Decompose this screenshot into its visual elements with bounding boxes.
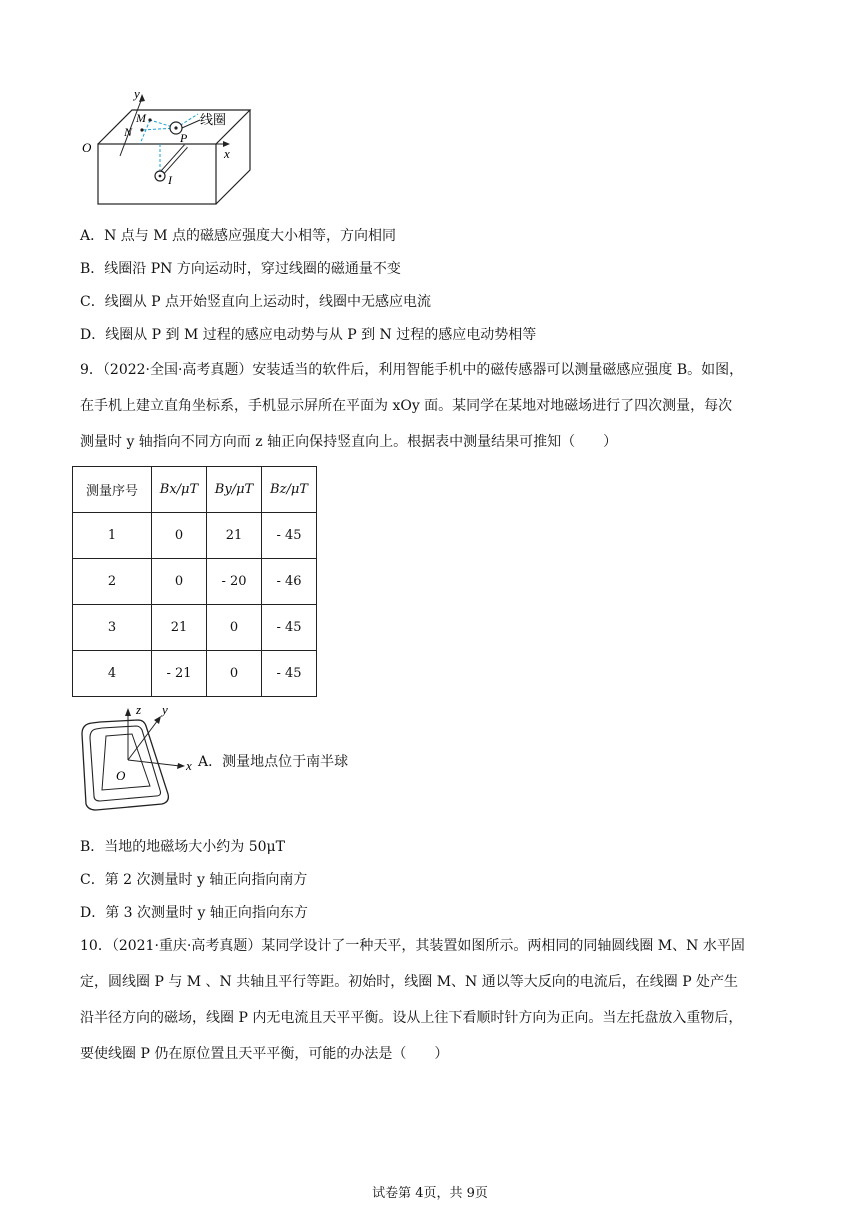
q10-stem-line1: 10．（2021·重庆·高考真题）某同学设计了一种天平，其装置如图所示。两相同的同轴圆线圈 M、N 水平固 [80,938,745,954]
table-header-cell: Bz/μT [262,467,317,513]
magnet-box-figure [80,84,270,210]
q9-option-c: C．第 2 次测量时 y 轴正向指向南方 [80,872,308,888]
point-p-label: P [180,131,188,145]
x-axis-label: x [186,758,192,773]
x-axis-label: x [224,146,230,161]
table-cell: - 46 [262,559,317,605]
table-header-row [73,467,317,513]
q9-option-d: D．第 3 次测量时 y 轴正向指向东方 [80,905,308,921]
current-label: I [168,173,172,187]
q10-stem-line2: 定，圆线圈 P 与 M 、N 共轴且平行等距。初始时，线圈 M、N 通以等大反向的电流后，在线圈 P 处产生 [80,974,739,990]
page-footer: 试卷第 4页，共 9页 [372,1186,488,1201]
table-header-cell: Bx/μT [152,467,207,513]
z-axis-label: z [136,702,142,717]
table-row [73,651,317,697]
q8-option-d: D．线圈从 P 到 M 过程的感应电动势与从 P 到 N 过程的感应电动势相等 [80,327,537,343]
measurement-table [72,466,317,697]
phone-axes-figure [72,698,202,822]
q9-stem-line2: 在手机上建立直角坐标系，手机显示屏所在平面为 xOy 面。某同学在某地对地磁场进行了四次测量，每次 [80,398,733,414]
table-cell: - 21 [152,651,207,697]
table-cell: - 45 [262,651,317,697]
table-cell: 0 [207,651,262,697]
table-row [73,605,317,651]
table-cell: - 45 [262,513,317,559]
q9-stem-line3: 测量时 y 轴指向不同方向而 z 轴正向保持竖直向上。根据表中测量结果可推知（ ） [80,434,618,450]
origin-label: O [82,140,92,155]
y-axis-label: y [162,702,168,717]
table-cell: 3 [73,605,152,651]
origin-label: O [116,768,126,783]
table-header-cell: 测量序号 [73,467,152,513]
table-cell: 1 [73,513,152,559]
q10-stem-line4: 要使线圈 P 仍在原位置且天平平衡，可能的办法是（ ） [80,1046,449,1062]
table-cell: - 20 [207,559,262,605]
q9-option-a: A．测量地点位于南半球 [198,754,349,770]
table-header-cell: By/μT [207,467,262,513]
table-row [73,513,317,559]
coil-label: 线圈 [200,113,227,128]
table-cell: - 45 [262,605,317,651]
q9-stem-line1: 9．（2022·全国·高考真题）安装适当的软件后，利用智能手机中的磁传感器可以测量磁感应强度 B。如图， [80,362,744,378]
q8-option-b: B．线圈沿 PN 方向运动时，穿过线圈的磁通量不变 [80,261,401,277]
table-cell: 21 [207,513,262,559]
point-n-label: N [124,125,133,139]
table-cell: 4 [73,651,152,697]
table-cell: 21 [152,605,207,651]
q9-option-b: B．当地的地磁场大小约为 50μT [80,839,285,855]
table-cell: 0 [152,513,207,559]
table-cell: 0 [152,559,207,605]
table-row [73,559,317,605]
table-cell: 0 [207,605,262,651]
q8-option-c: C．线圈从 P 点开始竖直向上运动时，线圈中无感应电流 [80,294,432,310]
table-cell: 2 [73,559,152,605]
q10-stem-line3: 沿半径方向的磁场，线圈 P 内无电流且天平平衡。设从上往下看顺时针方向为正向。当左托盘放入重物后， [80,1010,743,1026]
point-m-label: M [136,111,146,125]
q8-option-a: A．N 点与 M 点的磁感应强度大小相等，方向相同 [80,228,397,244]
y-axis-label: y [134,86,140,101]
